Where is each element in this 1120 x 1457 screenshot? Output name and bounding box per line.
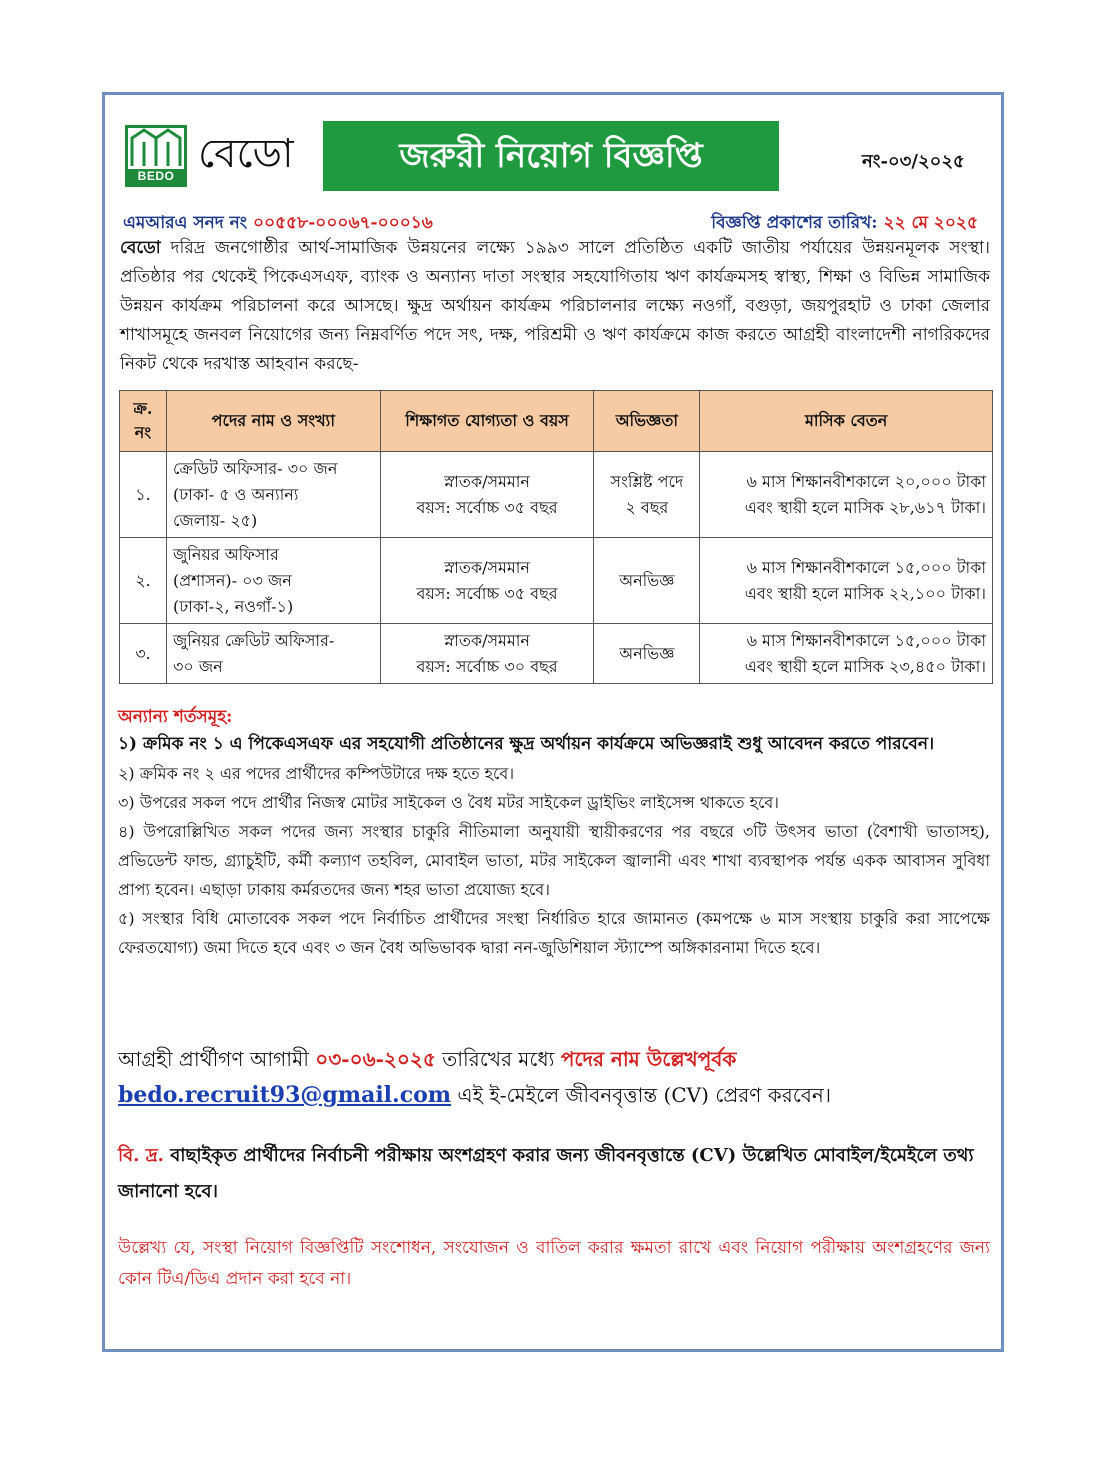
salary-line: এবং স্থায়ী হলে মাসিক ২২,১০০ টাকা। [744, 583, 986, 603]
row-experience: অনভিজ্ঞ [594, 538, 700, 624]
post-line: জুনিয়র ক্রেডিট অফিসার- [172, 630, 335, 650]
vacancy-table [119, 390, 993, 684]
row-serial: ৩. [120, 624, 167, 684]
condition-item: ৩) উপরের সকল পদে প্রার্থীর নিজস্ব মোটর সাইকেল ও বৈধ মটর সাইকেল ড্রাইভিং লাইসেন্স থাকতে হবে। [118, 793, 780, 812]
row-education [380, 538, 594, 624]
post-line: (প্রশাসন)- ০৩ জন [172, 570, 292, 590]
education-line: স্নাতক/সমমান [444, 557, 530, 577]
salary-line: ৬ মাস শিক্ষানবীশকালে ২০,০০০ টাকা [746, 471, 986, 491]
conditions-list [118, 730, 990, 962]
row-education [380, 624, 594, 684]
condition-item: ৫) সংস্থার বিধি মোতাবেক সকল পদে নির্বাচিত প্রার্থীদের সংস্থা নির্ধারিত হারে জামানত (কমপক্ষে ৬ মাস সংস্থায় চাকুরি করা সাপেক্ষে ফেরতযোগ্য) জমা দিতে হবে এবং ৩ জন বৈধ অভিভাবক দ্বারা নন-জুডিশিয়াল স্ট্যাম্পে অঙ্গিকারনামা দিতে হবে। [118, 909, 990, 957]
disclaimer-note: উল্লেখ্য যে, সংস্থা নিয়োগ বিজ্ঞপ্তিটি সংশোধন, সংযোজন ও বাতিল করার ক্ষমতা রাখে এবং নিয়োগ পরীক্ষায় অংশগ্রহণের জন্য কোন টিএ/ডিএ প্রদান করা হবে না। [118, 1238, 990, 1289]
condition-item: ৪) উপরোল্লিখিত সকল পদের জন্য সংস্থার চাকুরি নীতিমালা অনুযায়ী স্থায়ীকরণের পর বছরে ৩টি উৎসব ভাতা (বৈশাখী ভাতাসহ), প্রভিডেন্ট ফান্ড, গ্র্যাচুইটি, কর্মী কল্যাণ তহবিল, মোবাইল ভাতা, মটর সাইকেল জ্বালানী এবং শাখা ব্যবস্থাপক পর্যন্ত একক আবাসন সুবিধা প্রাপ্য হবেন। এছাড়া ঢাকায় কর্মরতদের জন্য শহর ভাতা প্রযোজ্য হবে। [118, 822, 990, 899]
col-header-post: পদের নাম ও সংখ্যা [166, 391, 380, 452]
apply-text-3: এই ই-মেইলে জীবনবৃত্তান্ত (CV) প্রেরণ করবেন। [451, 1083, 831, 1107]
post-line: ক্রেডিট অফিসার- ৩০ জন [172, 458, 338, 478]
nb-text: বাছাইকৃত প্রার্থীদের নির্বাচনী পরীক্ষায় অংশগ্রহণ করার জন্য জীবনবৃত্তান্তে (CV) উল্লেখিত মোবাইল/ইমেইলে তথ্য জানানো হবে। [118, 1145, 974, 1202]
condition-item: ২) ক্রমিক নং ২ এর পদের প্রার্থীদের কম্পিউটারে দক্ষ হতে হবে। [118, 764, 515, 783]
post-line: (ঢাকা- ৫ ও অন্যান্য [172, 484, 299, 504]
experience-line: সংশ্লিষ্ট পদে [610, 471, 684, 491]
table-row [120, 624, 993, 684]
row-experience [594, 452, 700, 538]
education-line: স্নাতক/সমমান [444, 630, 530, 650]
nota-bene [118, 1138, 990, 1210]
application-instructions [118, 1041, 990, 1113]
row-salary [700, 452, 993, 538]
education-line: বয়স: সর্বোচ্চ ৩০ বছর [416, 656, 558, 676]
publish-date-value: ২২ মে ২০২৫ [883, 213, 978, 233]
notice-number: নং-০৩/২০২৫ [862, 151, 965, 172]
org-name: বেডো [198, 131, 294, 177]
post-line: ৩০ জন [172, 656, 223, 676]
row-serial: ২. [120, 538, 167, 624]
row-serial: ১. [120, 452, 167, 538]
education-line: বয়স: সর্বোচ্চ ৩৫ বছর [416, 583, 558, 603]
row-education [380, 452, 594, 538]
col-header-salary: মাসিক বেতন [700, 391, 993, 452]
row-post [166, 624, 380, 684]
condition-item: ১) ক্রমিক নং ১ এ পিকেএসএফ এর সহযোগী প্রতিষ্ঠানের ক্ষুদ্র অর্থায়ন কার্যক্রমে অভিজ্ঞরাই শুধু আবেদন করতে পারবেন। [118, 734, 935, 754]
table-row [120, 452, 993, 538]
intro-text: দরিদ্র জনগোষ্ঠীর আর্থ-সামাজিক উন্নয়নের লক্ষ্যে ১৯৯৩ সালে প্রতিষ্ঠিত একটি জাতীয় পর্যায়ের উন্নয়নমূলক সংস্থা। প্রতিষ্ঠার পর থেকেই পিকেএসএফ, ব্যাংক ও অন্যান্য দাতা সংস্থার সহযোগিতায় ঋণ কার্যক্রমসহ স্বাস্থ্য, শিক্ষা ও বিভিন্ন সামাজিক উন্নয়ন কার্যক্রম পরিচালনা করে আসছে। ক্ষুদ্র অর্থায়ন কার্যক্রম পরিচালনার লক্ষ্যে নওগাঁ, বগুড়া, জয়পুরহাট ও ঢাকা জেলার শাখাসমূহে জনবল নিয়োগের জন্য নিম্নবর্ণিত পদে সৎ, দক্ষ, পরিশ্রমী ও ঋণ কার্যক্রমে কাজ করতে আগ্রহী বাংলাদেশী নাগরিকদের নিকট থেকে দরখাস্ত আহবান করছে- [120, 238, 990, 374]
row-experience: অনভিজ্ঞ [594, 624, 700, 684]
mra-label: এমআরএ সনদ নং [123, 213, 248, 233]
post-line: জেলায়- ২৫) [172, 510, 258, 530]
apply-text-1: আগ্রহী প্রার্থীগণ আগামী [118, 1047, 316, 1071]
col-header-serial: ক্র. নং [120, 391, 167, 452]
nb-label: বি. দ্র. [118, 1145, 164, 1166]
row-salary [700, 624, 993, 684]
mra-number: ০০৫৫৮-০০০৬৭-০০০১৬ [253, 213, 433, 233]
salary-line: ৬ মাস শিক্ষানবীশকালে ১৫,০০০ টাকা [746, 557, 986, 577]
education-line: বয়স: সর্বোচ্চ ৩৫ বছর [416, 497, 558, 517]
conditions-title: অন্যান্য শর্তসমূহ: [118, 707, 233, 727]
row-salary [700, 538, 993, 624]
row-post [166, 452, 380, 538]
post-line: জুনিয়র অফিসার [172, 544, 279, 564]
table-header-row [120, 391, 993, 452]
education-line: স্নাতক/সমমান [444, 471, 530, 491]
post-mention: পদের নাম উল্লেখপূর্বক [560, 1047, 737, 1071]
salary-line: এবং স্থায়ী হলে মাসিক ২৮,৬১৭ টাকা। [744, 497, 986, 517]
salary-line: ৬ মাস শিক্ষানবীশকালে ১৫,০০০ টাকা [746, 630, 986, 650]
intro-paragraph [120, 234, 990, 379]
experience-line: ২ বছর [625, 497, 669, 517]
col-header-education: শিক্ষাগত যোগ্যতা ও বয়স [380, 391, 594, 452]
bedo-logo [125, 125, 187, 187]
apply-text-2: তারিখের মধ্যে [435, 1047, 561, 1071]
deadline-date: ০৩-০৬-২০২৫ [315, 1047, 436, 1071]
post-line: (ঢাকা-২, নওগাঁ-১) [172, 596, 294, 616]
house-logo-icon [128, 128, 184, 169]
col-header-experience: অভিজ্ঞতা [594, 391, 700, 452]
logo-text: BEDO [128, 169, 184, 184]
row-post [166, 538, 380, 624]
publish-date-label: বিজ্ঞপ্তি প্রকাশের তারিখ: [711, 213, 878, 233]
salary-line: এবং স্থায়ী হলে মাসিক ২৩,৪৫০ টাকা। [744, 656, 986, 676]
notice-banner-title: জরুরী নিয়োগ বিজ্ঞপ্তি [323, 121, 779, 191]
table-row [120, 538, 993, 624]
email-link[interactable]: bedo.recruit93@gmail.com [118, 1082, 452, 1108]
intro-org-name: বেডো [120, 238, 161, 258]
